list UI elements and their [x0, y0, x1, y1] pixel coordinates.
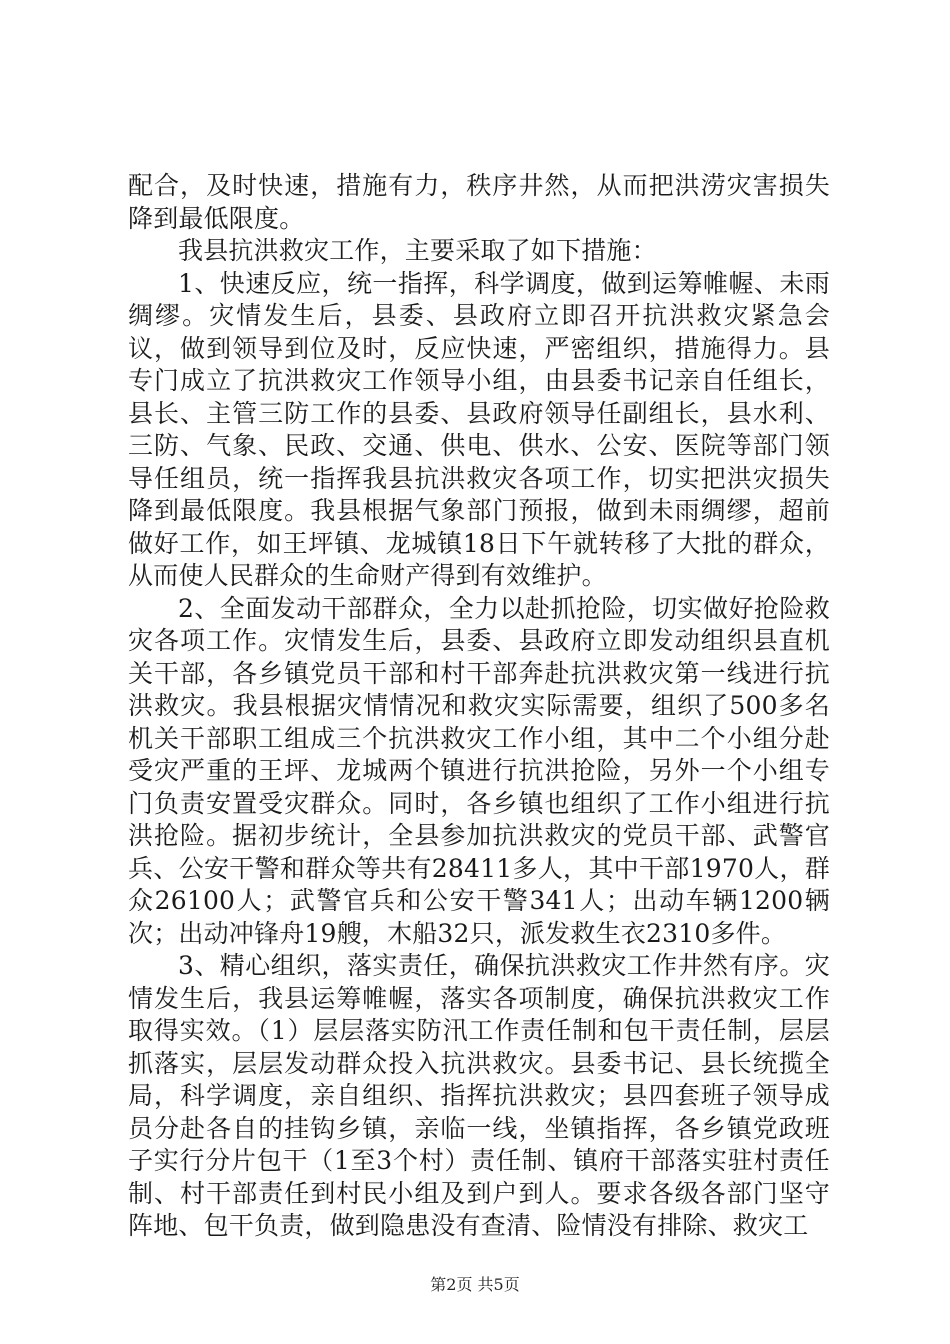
- document-body: [128, 170, 830, 1243]
- paragraph-continuation: 配合，及时快速，措施有力，秩序井然，从而把洪涝灾害损失降到最低限度。: [128, 171, 830, 233]
- paragraph-measure-2: 2、全面发动干部群众，全力以赴抓抢险，切实做好抢险救灾各项工作。灾情发生后，县委、县政府立即发动组织县直机关干部，各乡镇党员干部和村干部奔赴抗洪救灾第一线进行抗洪救灾。我县根据灾情情况和救灾实际需要，组织了500多名机关干部职工组成三个抗洪救灾工作小组，其中二个小组分赴受灾严重的王坪、龙城两个镇进行抗洪抢险，另外一个小组专门负责安置受灾群众。同时，各乡镇也组织了工作小组进行抗洪抢险。据初步统计，全县参加抗洪救灾的党员干部、武警官兵、公安干警和群众等共有28411多人，其中干部1970人，群众26100人；武警官兵和公安干警341人；出动车辆1200辆次；出动冲锋舟19艘，木船32只，派发救生衣2310多件。: [128, 593, 830, 948]
- page-number-footer: 第2页 共5页: [430, 1275, 520, 1294]
- paragraph-measure-1: 1、快速反应，统一指挥，科学调度，做到运筹帷幄、未雨绸缪。灾情发生后，县委、县政府立即召开抗洪救灾紧急会议，做到领导到位及时，反应快速，严密组织，措施得力。县专门成立了抗洪救灾工作领导小组，由县委书记亲自任组长，县长、主管三防工作的县委、县政府领导任副组长，县水利、三防、气象、民政、交通、供电、供水、公安、医院等部门领导任组员，统一指挥我县抗洪救灾各项工作，切实把洪灾损失降到最低限度。我县根据气象部门预报，做到未雨绸缪，超前做好工作，如王坪镇、龙城镇18日下午就转移了大批的群众，从而使人民群众的生命财产得到有效维护。: [128, 268, 830, 590]
- paragraph-measures-intro: 我县抗洪救灾工作，主要采取了如下措施：: [178, 236, 657, 265]
- paragraph-measure-3: 3、精心组织，落实责任，确保抗洪救灾工作井然有序。灾情发生后，我县运筹帷幄，落实各项制度，确保抗洪救灾工作取得实效。（1）层层落实防汛工作责任制和包干责任制，层层抓落实，层层发动群众投入抗洪救灾。县委书记、县长统揽全局，科学调度，亲自组织、指挥抗洪救灾；县四套班子领导成员分赴各自的挂钩乡镇，亲临一线，坐镇指挥，各乡镇党政班子实行分片包干（1至3个村）责任制、镇府干部落实驻村责任制、村干部责任到村民小组及到户到人。要求各级各部门坚守阵地、包干负责，做到隐患没有查清、险情没有排除、救灾工: [128, 951, 830, 1240]
